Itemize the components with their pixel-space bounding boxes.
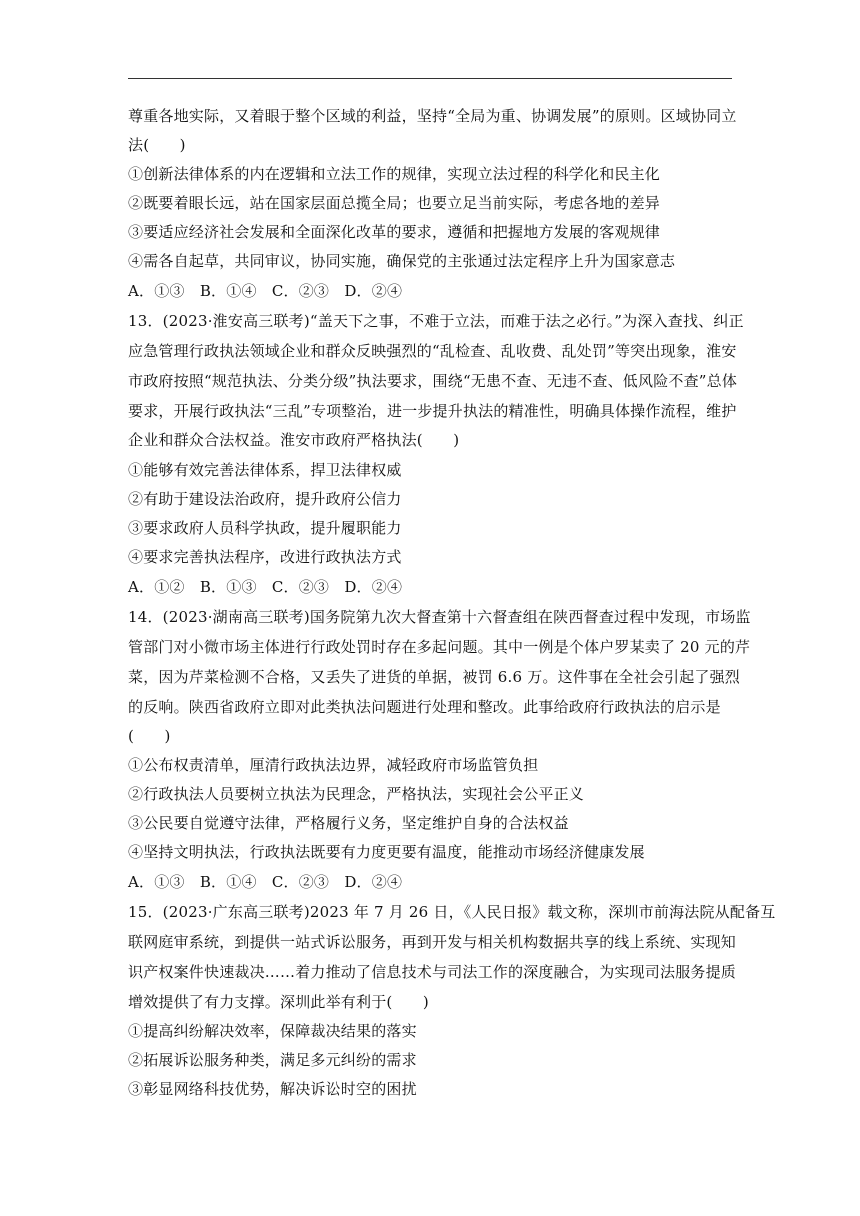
q13-stem-line: 应急管理行政执法领域企业和群众反映强烈的“乱检查、乱收费、乱处罚”等突出现象，淮安 xyxy=(128,342,737,360)
q13-stem-line: 13．(2023·淮安高三联考)“盖天下之事，不难于立法，而难于法之必行。”为深入查找、纠正 xyxy=(128,312,744,330)
q13-option: ④要求完善执法程序，改进行政执法方式 xyxy=(128,548,402,566)
q13-stem-line: 企业和群众合法权益。淮安市政府严格执法( ) xyxy=(128,431,460,449)
q14-stem-line: 管部门对小微市场主体进行行政处罚时存在多起问题。其中一例是个体户罗某卖了 20 元的芹 xyxy=(128,638,751,656)
q12-option: ①创新法律体系的内在逻辑和立法工作的规律，实现立法过程的科学化和民主化 xyxy=(128,165,661,183)
q13-stem-line: 市政府按照“规范执法、分类分级”执法要求，围绕“无患不查、无违不查、低风险不查”总体 xyxy=(128,372,738,390)
q12-option: ②既要着眼长远，站在国家层面总揽全局；也要立足当前实际，考虑各地的差异 xyxy=(128,194,661,212)
q13-answer-choices: A．①② B．①③ C．②③ D．②④ xyxy=(128,578,403,596)
q15-stem-line: 增效提供了有力支撑。深圳此举有利于( ) xyxy=(128,993,429,1011)
q13-option: ②有助于建设法治政府，提升政府公信力 xyxy=(128,490,402,508)
q14-option: ③公民要自觉遵守法律，严格履行义务，坚定维护自身的合法权益 xyxy=(128,814,569,832)
q12-option: ③要适应经济社会发展和全面深化改革的要求，遵循和把握地方发展的客观规律 xyxy=(128,223,661,241)
q14-option: ④坚持文明执法，行政执法既要有力度更要有温度，能推动市场经济健康发展 xyxy=(128,843,645,861)
q15-stem-line: 识产权案件快速裁决……着力推动了信息技术与司法工作的深度融合，为实现司法服务提质 xyxy=(128,963,737,981)
q12-answer-choices: A．①③ B．①④ C．②③ D．②④ xyxy=(128,282,403,300)
q13-option: ①能够有效完善法律体系，捍卫法律权威 xyxy=(128,461,402,479)
q14-answer-choices: A．①③ B．①④ C．②③ D．②④ xyxy=(128,873,403,891)
q15-option: ①提高纠纷解决效率，保障裁决结果的落实 xyxy=(128,1022,417,1040)
q15-option: ③彰显网络科技优势，解决诉讼时空的困扰 xyxy=(128,1080,417,1098)
q13-option: ③要求政府人员科学执政，提升履职能力 xyxy=(128,519,402,537)
q14-option: ②行政执法人员要树立执法为民理念，严格执法，实现社会公平正义 xyxy=(128,785,585,803)
header-rule xyxy=(128,78,732,79)
q14-stem-line: 菜，因为芹菜检测不合格，又丢失了进货的单据，被罚 6.6 万。这件事在全社会引起了强烈 xyxy=(128,668,740,686)
q12-stem-line: 尊重各地实际，又着眼于整个区域的利益，坚持“全局为重、协调发展”的原则。区域协同立 xyxy=(128,107,737,125)
q14-stem-line: 的反响。陕西省政府立即对此类执法问题进行处理和整改。此事给政府行政执法的启示是 xyxy=(128,698,721,716)
q15-stem-line: 联网庭审系统，到提供一站式诉讼服务，再到开发与相关机构数据共享的线上系统、实现知 xyxy=(128,933,737,951)
q12-stem-line: 法( ) xyxy=(128,136,186,154)
q14-option: ①公布权责清单，厘清行政执法边界，减轻政府市场监管负担 xyxy=(128,756,539,774)
q12-option: ④需各自起草，共同审议，协同实施，确保党的主张通过法定程序上升为国家意志 xyxy=(128,252,676,270)
q14-stem-line: 14．(2023·湖南高三联考)国务院第九次大督查第十六督查组在陕西督查过程中发现，市场监 xyxy=(128,608,751,626)
q13-stem-line: 要求，开展行政执法“三乱”专项整治，进一步提升执法的精准性，明确具体操作流程，维护 xyxy=(128,402,737,420)
q14-stem-line: ( ) xyxy=(128,727,171,745)
q15-stem-line: 15．(2023·广东高三联考)2023 年 7 月 26 日，《人民日报》载文称，深圳市前海法院从配备互 xyxy=(128,903,776,921)
q15-option: ②拓展诉讼服务种类，满足多元纠纷的需求 xyxy=(128,1051,417,1069)
